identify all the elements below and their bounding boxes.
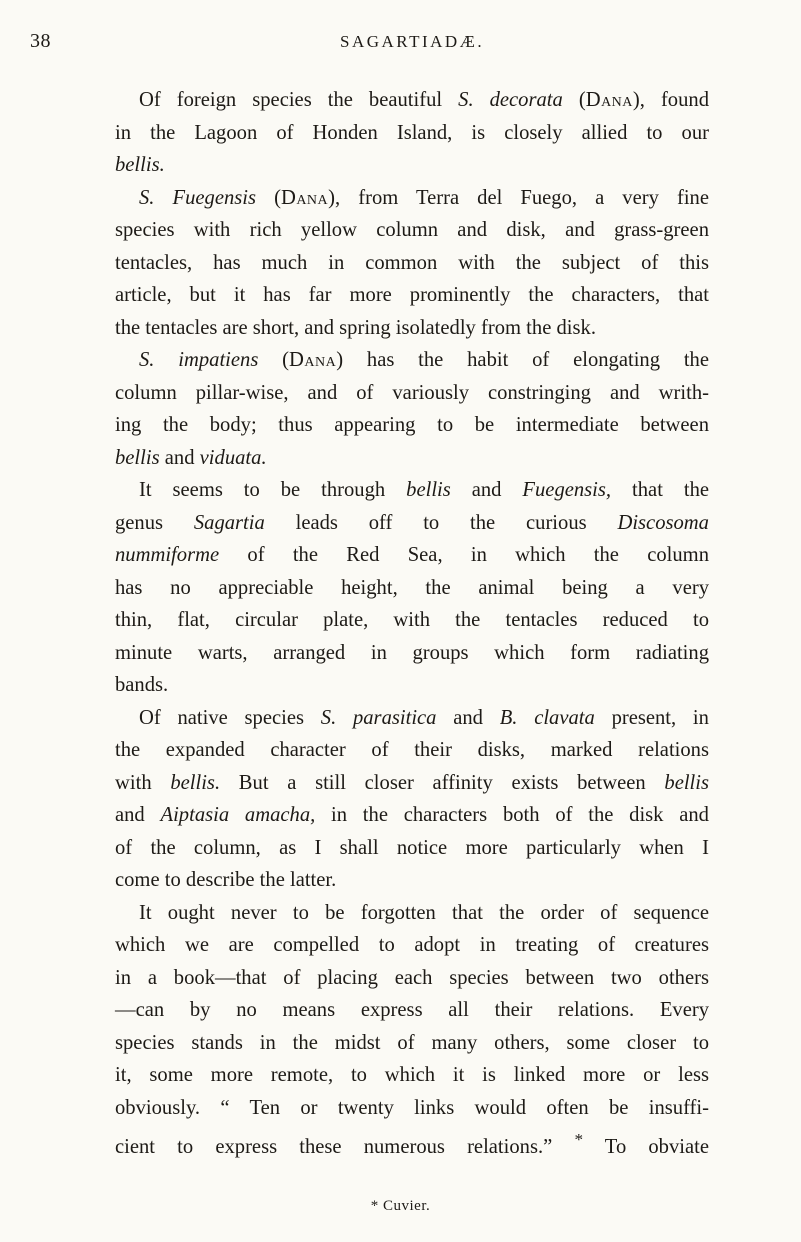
text-line: bellis and viduata. <box>115 446 267 469</box>
text-line: with bellis. But a still closer affinity exists between bellis <box>115 771 710 794</box>
text-line: ing the body; thus appearing to be intermediate between <box>115 414 709 436</box>
text-line: S. Fuegensis (Dana), from Terra del Fuego, a very fine <box>139 186 709 209</box>
species-name: S. Fuegensis <box>139 186 257 209</box>
text-line <box>115 149 709 182</box>
text-line: and Aiptasia amacha, in the characters both of the disk and <box>115 804 709 826</box>
text-line: which we are compelled to adopt in treating of creatures <box>115 934 709 956</box>
species-name: S. decorata <box>458 89 563 111</box>
species-name: viduata. <box>199 446 267 469</box>
species-name: B. clavata <box>499 706 595 729</box>
text-line: nummiforme of the Red Sea, in which the column <box>115 544 709 566</box>
species-name: S. impatiens <box>139 349 259 371</box>
running-title: SAGARTIADÆ. <box>340 32 485 51</box>
page-number: 38 <box>30 30 51 52</box>
genus-name: Discosoma <box>617 511 709 534</box>
species-name: nummiforme <box>115 544 220 566</box>
text-line: the expanded character of their disks, marked relations <box>115 739 709 761</box>
text-line: species with rich yellow column and disk, and grass-green <box>115 219 709 241</box>
footnote-marker: * <box>574 1130 584 1149</box>
genus-name: Sagartia <box>193 511 265 534</box>
text-line: —can by no means express all their relations. Every <box>115 999 709 1021</box>
body-text <box>115 84 709 1157</box>
author-name: Dana <box>585 89 633 111</box>
text-line: column pillar-wise, and of variously constringing and writh- <box>115 381 709 404</box>
text-line: it, some more remote, to which it is linked more or less <box>115 1064 709 1086</box>
text-line: come to describe the latter. <box>115 869 337 891</box>
text-line: cient to express these numerous relations.” * To obviate <box>115 1130 709 1158</box>
text-line: tentacles, has much in common with the subject of this <box>115 251 709 274</box>
author-name: Dana <box>289 349 337 371</box>
text-line: Of native species S. parasitica and B. clavata present, in <box>139 706 709 729</box>
text-line: bands. <box>115 674 169 696</box>
text-line: It seems to be through bellis and Fuegensis, that the <box>139 479 710 501</box>
species-name: bellis <box>406 479 451 501</box>
text-line: in a book—that of placing each species between two others <box>115 966 709 989</box>
text-line: species stands in the midst of many others, some closer to <box>115 1031 709 1054</box>
text-line: in the Lagoon of Honden Island, is closely allied to our <box>115 121 709 144</box>
text-line: has no appreciable height, the animal being a very <box>115 576 709 599</box>
text-line: It ought never to be forgotten that the order of sequence <box>139 901 709 924</box>
text-line: article, but it has far more prominently the characters, that <box>115 284 709 306</box>
species-name: S. parasitica <box>320 706 437 729</box>
species-name: Fuegensis, <box>522 479 612 501</box>
author-name: Dana <box>280 186 329 209</box>
footnote: * Cuvier. <box>370 1198 431 1214</box>
species-name: bellis. <box>115 154 165 176</box>
text-line: thin, flat, circular plate, with the tentacles reduced to <box>115 609 709 631</box>
species-name: bellis <box>115 446 160 469</box>
species-name: bellis. <box>170 771 221 794</box>
text-line: obviously. “ Ten or twenty links would often be insuffi- <box>115 1096 709 1119</box>
text-line: S. impatiens (Dana) has the habit of elongating the <box>139 349 709 371</box>
running-head <box>30 30 750 56</box>
text-line: minute warts, arranged in groups which form radiating <box>115 641 709 664</box>
species-name: Aiptasia amacha, <box>160 804 316 826</box>
text-line: the tentacles are short, and spring isolatedly from the disk. <box>115 316 596 339</box>
text-line: of the column, as I shall notice more particularly when I <box>115 836 709 859</box>
text-line: genus Sagartia leads off to the curious Discosoma <box>115 511 709 534</box>
text-line: Of foreign species the beautiful S. decorata (Dana), found <box>139 89 709 111</box>
species-name: bellis <box>664 771 710 794</box>
